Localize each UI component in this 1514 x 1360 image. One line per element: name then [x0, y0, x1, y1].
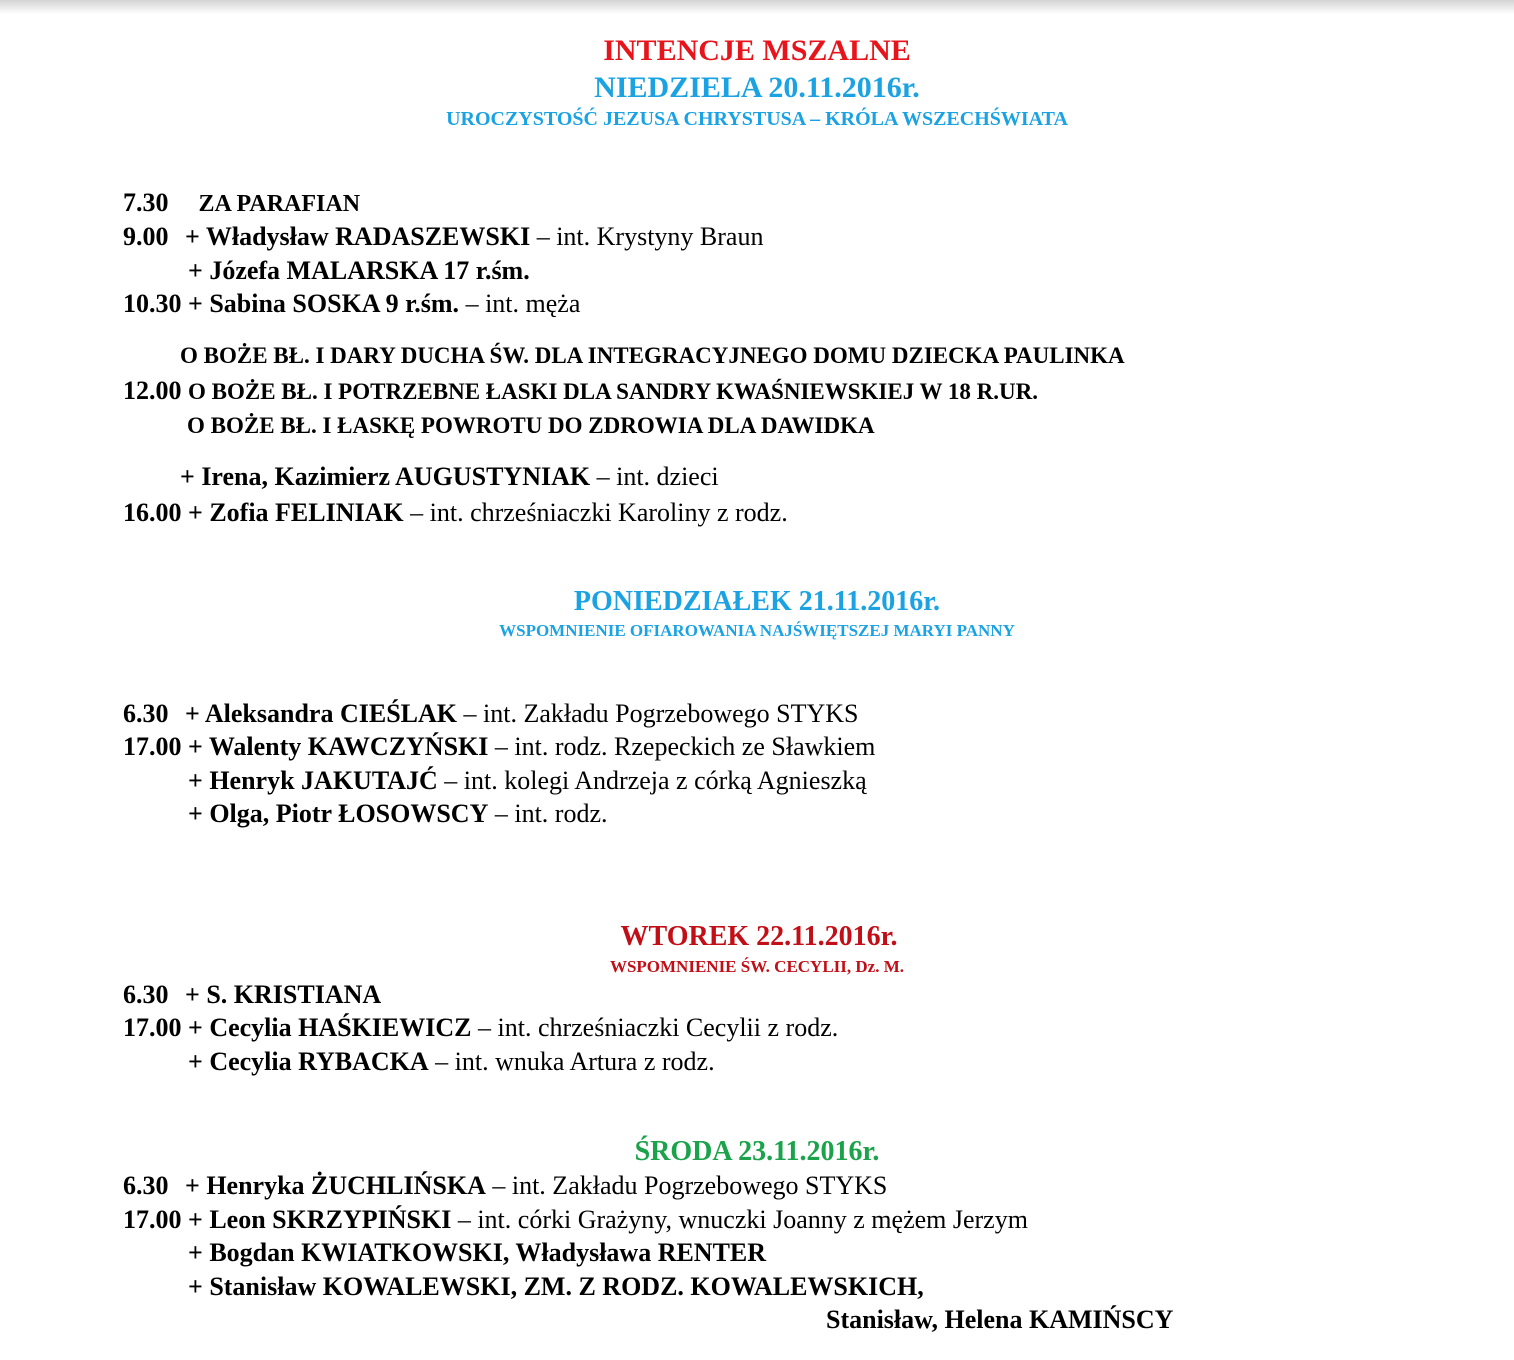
deceased-name: + Józefa MALARSKA 17 r.śm. [188, 256, 530, 285]
blessing-intention: O BOŻE BŁ. I ŁASKĘ POWROTU DO ZDROWIA DLA DAWIDKA [187, 413, 875, 438]
deceased-name: + Leon SKRZYPIŃSKI [188, 1205, 452, 1234]
intention-text: ZA PARAFIAN [198, 191, 361, 217]
sunday-date-heading: NIEDZIELA 20.11.2016r. [594, 71, 920, 104]
mass-time: 6.30 [123, 1171, 169, 1200]
deceased-name: Stanisław, Helena KAMIŃSCY [826, 1305, 1174, 1334]
top-shadow [0, 0, 1514, 14]
mass-entry [123, 732, 875, 762]
deceased-name: + S. KRISTIANA [185, 980, 382, 1009]
mass-entry [123, 1205, 1028, 1235]
deceased-name: + Sabina SOSKA 9 r.śm. [188, 289, 460, 318]
mass-entry [188, 799, 608, 829]
deceased-name: + Władysław RADASZEWSKI [185, 222, 531, 251]
mass-entry [123, 980, 381, 1010]
intention-requester: – int. męża [465, 289, 581, 318]
mass-time: 16.00 [123, 498, 182, 527]
mass-time: 7.30 [123, 188, 169, 217]
tuesday-date-heading: WTOREK 22.11.2016r. [620, 921, 898, 952]
mass-entry [123, 188, 360, 219]
mass-entry [123, 376, 1038, 407]
mass-entry [123, 222, 763, 252]
deceased-name: + Cecylia HAŚKIEWICZ [188, 1013, 472, 1042]
intention-requester: – int. rodz. Rzepeckich ze Sławkiem [494, 732, 876, 761]
intention-requester: – int. Zakładu Pogrzebowego STYKS [463, 699, 859, 728]
mass-time: 9.00 [123, 222, 169, 251]
intention-requester: – int. wnuka Artura z rodz. [435, 1047, 715, 1076]
mass-entry [123, 289, 580, 319]
mass-entry [123, 1013, 838, 1043]
intention-requester: – int. rodz. [494, 799, 608, 828]
intention-requester: – int. dzieci [596, 462, 719, 491]
sunday-feast-subheading: UROCZYSTOŚĆ JEZUSA CHRYSTUSA – KRÓLA WSZECHŚWIATA [446, 108, 1068, 130]
intention-requester: – int. Krystyny Braun [536, 222, 764, 251]
monday-feast-subheading: WSPOMNIENIE OFIAROWANIA NAJŚWIĘTSZEJ MARYI PANNY [499, 621, 1015, 640]
mass-entry [123, 498, 788, 528]
blessing-intention: O BOŻE BŁ. I DARY DUCHA ŚW. DLA INTEGRACYJNEGO DOMU DZIECKA PAULINKA [180, 343, 1125, 368]
deceased-name: + Walenty KAWCZYŃSKI [188, 732, 489, 761]
deceased-name: + Aleksandra CIEŚLAK [185, 699, 457, 728]
deceased-name: + Henryka ŻUCHLIŃSKA [185, 1171, 486, 1200]
intention-requester: – int. Zakładu Pogrzebowego STYKS [492, 1171, 888, 1200]
deceased-name: + Bogdan KWIATKOWSKI, Władysława RENTER [188, 1238, 767, 1267]
mass-entry-continuation [826, 1305, 1173, 1335]
deceased-name: + Stanisław KOWALEWSKI, ZM. Z RODZ. KOWALEWSKICH, [188, 1272, 924, 1301]
mass-time: 17.00 [123, 1013, 182, 1042]
wednesday-date-heading: ŚRODA 23.11.2016r. [634, 1136, 880, 1167]
deceased-name: + Cecylia RYBACKA [188, 1047, 429, 1076]
intention-requester: – int. chrześniaczki Karoliny z rodz. [410, 498, 788, 527]
mass-entry [188, 766, 867, 796]
mass-time: 17.00 [123, 732, 182, 761]
mass-time: 17.00 [123, 1205, 182, 1234]
mass-entry [123, 1171, 887, 1201]
intention-requester: – int. kolegi Andrzeja z córką Agnieszką [444, 766, 867, 795]
mass-entry [123, 699, 859, 729]
mass-entry [188, 1272, 924, 1302]
mass-entry [188, 1238, 766, 1268]
mass-time: 10.30 [123, 289, 182, 318]
mass-entry [188, 1047, 715, 1077]
intention-requester: – int. chrześniaczki Cecylii z rodz. [478, 1013, 839, 1042]
deceased-name: + Zofia FELINIAK [188, 498, 404, 527]
mass-time: 6.30 [123, 699, 169, 728]
document-title: INTENCJE MSZALNE [603, 34, 911, 67]
intention-requester: – int. córki Grażyny, wnuczki Joanny z mężem Jerzym [457, 1205, 1028, 1234]
mass-time: 6.30 [123, 980, 169, 1009]
mass-entry [180, 462, 719, 492]
mass-time: 12.00 [123, 376, 182, 405]
deceased-name: + Henryk JAKUTAJĆ [188, 766, 438, 795]
mass-entry [188, 256, 530, 286]
tuesday-feast-subheading: WSPOMNIENIE ŚW. CECYLII, Dz. M. [609, 957, 905, 976]
blessing-intention: O BOŻE BŁ. I POTRZEBNE ŁASKI DLA SANDRY KWAŚNIEWSKIEJ W 18 R.UR. [188, 379, 1038, 404]
monday-date-heading: PONIEDZIAŁEK 21.11.2016r. [573, 586, 941, 617]
deceased-name: + Olga, Piotr ŁOSOWSCY [188, 799, 489, 828]
deceased-name: + Irena, Kazimierz AUGUSTYNIAK [180, 462, 591, 491]
